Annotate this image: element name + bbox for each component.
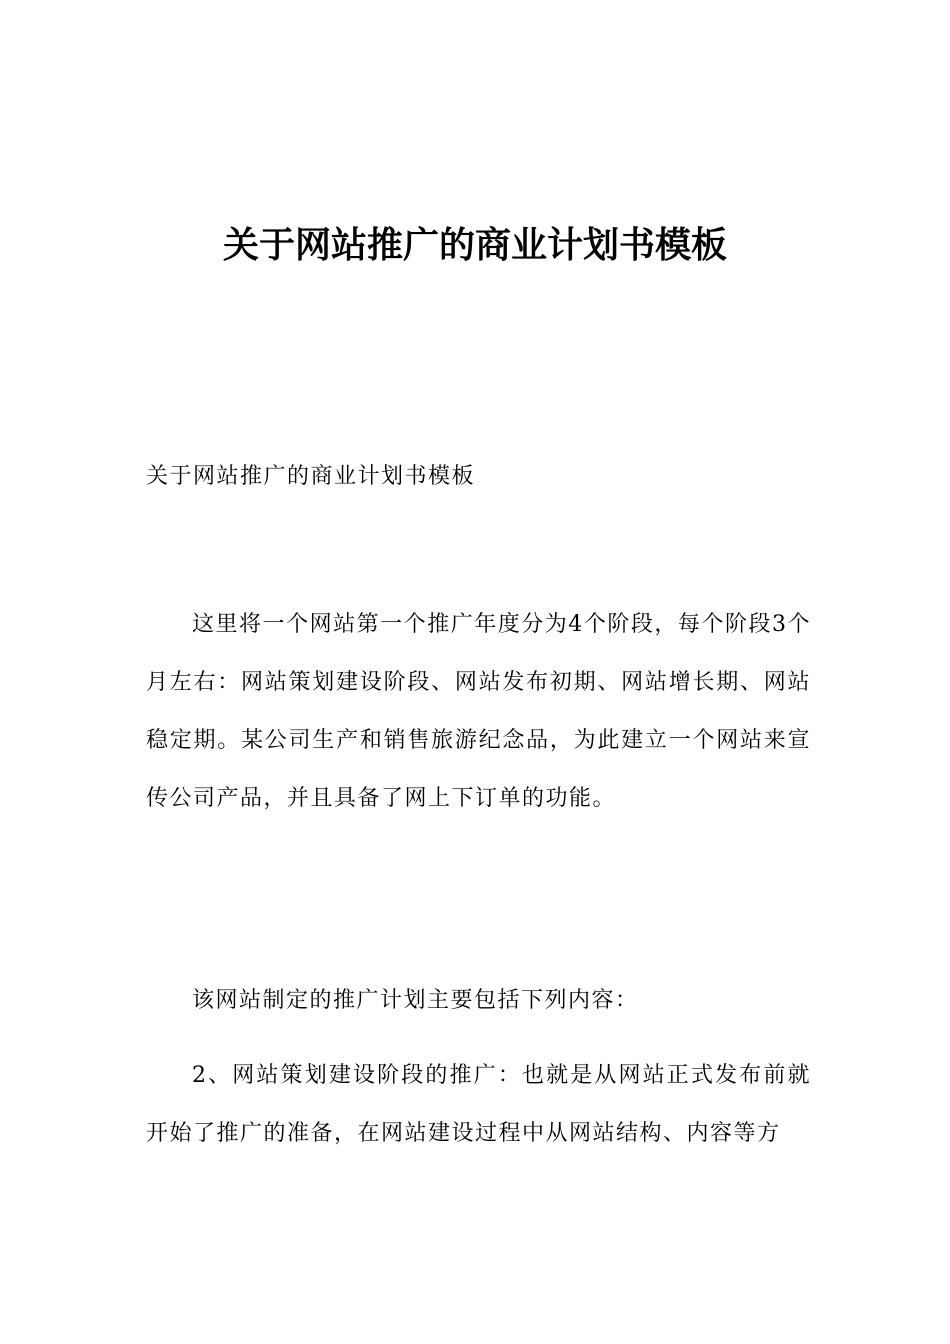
document-subtitle: 关于网站推广的商业计划书模板 xyxy=(146,464,476,489)
paragraph-plan-contents: 该网站制定的推广计划主要包括下列内容： xyxy=(192,988,639,1013)
document-title: 关于网站推广的商业计划书模板 xyxy=(222,225,727,266)
paragraph-stage-2: 2、网站策划建设阶段的推广：也就是从网站正式发布前就开始了推广的准备，在网站建设过程中从网站结构、内容等方 xyxy=(146,1063,811,1146)
paragraph-intro: 这里将一个网站第一个推广年度分为4个阶段，每个阶段3个月左右：网站策划建设阶段、网站发布初期、网站增长期、网站稳定期。某公司生产和销售旅游纪念品，为此建立一个网站来宣传公司产品，并且具备了网上下订单的功能。 xyxy=(146,612,811,811)
